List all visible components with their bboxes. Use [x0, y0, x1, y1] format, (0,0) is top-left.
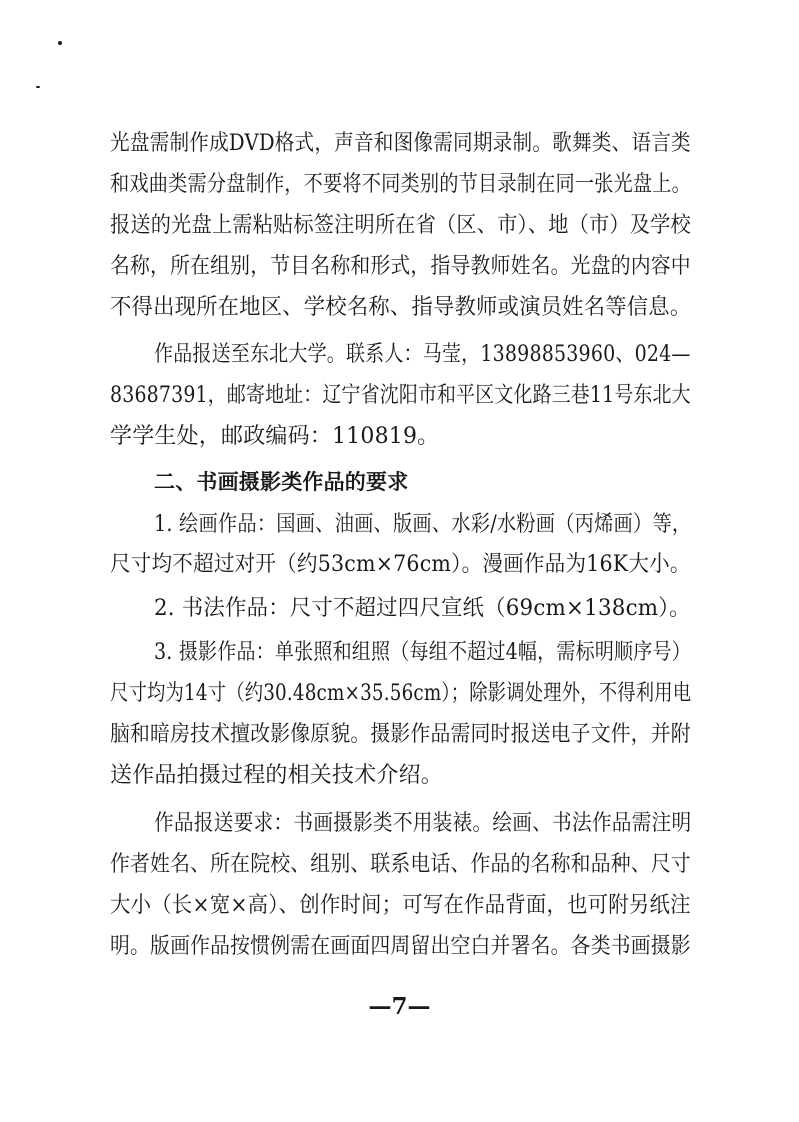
- paragraph-line: 光盘需制作成DVD格式，声音和图像需同期录制。歌舞类、语言类: [110, 131, 691, 156]
- paragraph-line: 1. 绘画作品：国画、油画、版画、水彩/水粉画（丙烯画）等，: [154, 512, 692, 537]
- scan-speck: [36, 86, 40, 88]
- paragraph-line: 作品报送要求：书画摄影类不用装裱。绘画、书法作品需注明: [154, 811, 692, 836]
- paragraph-line: 83687391，邮寄地址：辽宁省沈阳市和平区文化路三巷11号东北大: [110, 383, 691, 408]
- paragraph-line: 3. 摄影作品：单张照和组照（每组不超过4幅，需标明顺序号）: [154, 640, 691, 665]
- section-heading: 二、书画摄影类作品的要求: [154, 470, 409, 494]
- paragraph-line: 脑和暗房技术擅改影像原貌。摄影作品需同时报送电子文件，并附: [110, 722, 691, 747]
- page-number: —7—: [368, 993, 431, 1020]
- paragraph-line: 2. 书法作品：尺寸不超过四尺宣纸（69cm×138cm）。: [154, 596, 691, 621]
- paragraph-line: 尺寸均为14寸（约30.48cm×35.56cm）；除影调处理外，不得利用电: [110, 681, 692, 706]
- paragraph-line: 作品报送至东北大学。联系人：马莹，13898853960、024—: [154, 342, 691, 367]
- paragraph-line: 和戏曲类需分盘制作，不要将不同类别的节目录制在同一张光盘上。: [110, 172, 692, 197]
- paragraph-line: 大小（长×宽×高）、创作时间；可写在作品背面，也可附另纸注: [110, 893, 691, 918]
- paragraph-line: 尺寸均不超过对开（约53cm×76cm）。漫画作品为16K大小。: [110, 552, 691, 577]
- scan-speck: [58, 41, 62, 45]
- paragraph-line: 学学生处，邮政编码：110819。: [110, 424, 440, 449]
- paragraph-line: 作者姓名、所在院校、组别、联系电话、作品的名称和品种、尺寸: [110, 852, 691, 877]
- paragraph-line: 送作品拍摄过程的相关技术介绍。: [110, 763, 444, 788]
- paragraph-line: 报送的光盘上需粘贴标签注明所在省（区、市）、地（市）及学校: [110, 213, 691, 238]
- paragraph-line: 名称，所在组别，节目名称和形式，指导教师姓名。光盘的内容中: [110, 254, 691, 279]
- paragraph-line: 明。版画作品按惯例需在画面四周留出空白并署名。各类书画摄影: [110, 934, 691, 959]
- paragraph-line: 不得出现所在地区、学校名称、指导教师或演员姓名等信息。: [110, 295, 692, 320]
